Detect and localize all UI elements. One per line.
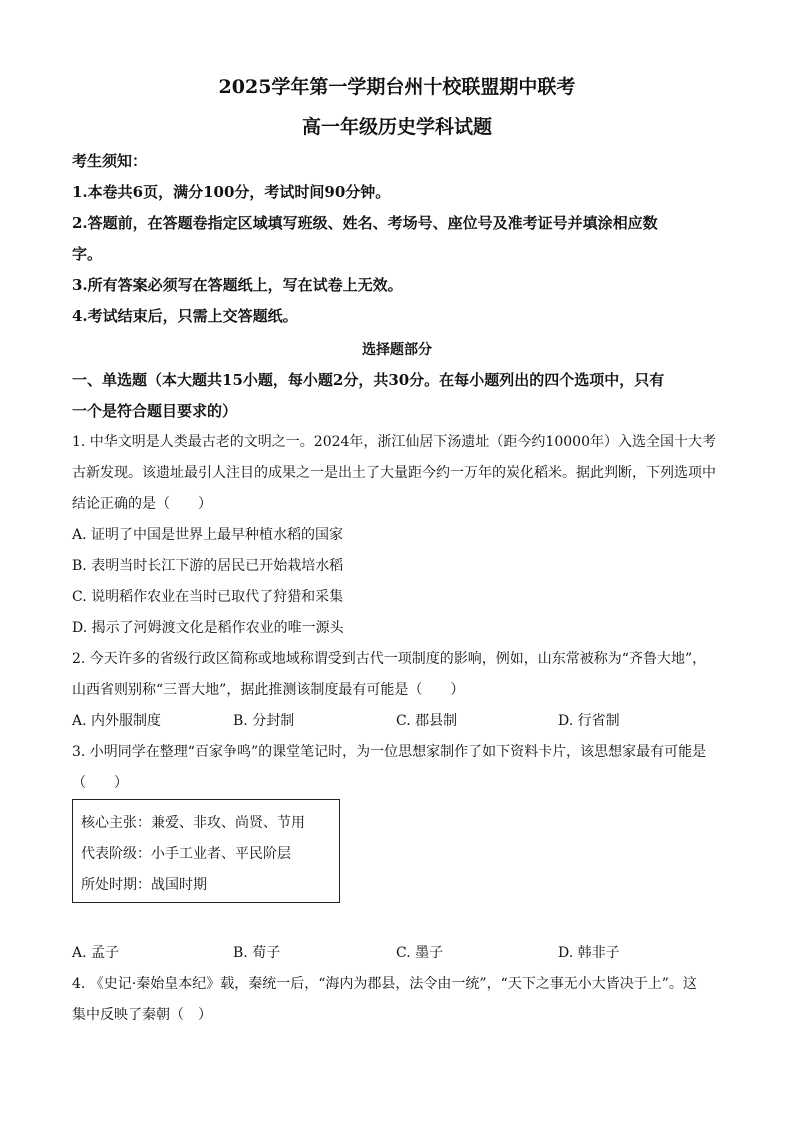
question-2-option-c: C. 郡县制 <box>396 713 458 729</box>
notice-item: 4.考试结束后，只需上交答题纸。 <box>72 307 298 325</box>
question-2-option-b: B. 分封制 <box>233 713 295 729</box>
info-card-line: 代表阶级：小手工业者、平民阶层 <box>81 846 291 862</box>
question-2-text: 2. 今天许多的省级行政区简称或地域称谓受到古代一项制度的影响，例如，山东常被称为“齐鲁大地”， <box>72 651 707 667</box>
question-1-text: 古新发现。该遗址最引人注目的成果之一是出土了大量距今约一万年的炭化稻米。据此判断，下列选项中 <box>72 465 716 481</box>
question-1-text: 1. 中华文明是人类最古老的文明之一。2024年，浙江仙居下汤遗址（距今约10000年）入选全国十大考 <box>72 434 716 450</box>
question-1-option-d: D. 揭示了河姆渡文化是稻作农业的唯一源头 <box>72 620 344 636</box>
question-3-text: （ ） <box>72 775 128 791</box>
question-4-text: 集中反映了秦朝（ ） <box>72 1007 212 1023</box>
notice-item: 字。 <box>72 245 103 263</box>
question-2-option-a: A. 内外服制度 <box>72 713 162 729</box>
notice-item: 3.所有答案必须写在答题纸上，写在试卷上无效。 <box>72 276 403 294</box>
question-2-option-d: D. 行省制 <box>558 713 620 729</box>
section-title: 选择题部分 <box>362 342 432 358</box>
question-3-option-a: A. 孟子 <box>72 945 120 961</box>
question-1-option-a: A. 证明了中国是世界上最早种植水稻的国家 <box>72 527 344 543</box>
info-card-line: 核心主张：兼爱、非攻、尚贤、节用 <box>81 815 305 831</box>
section-heading: 一个是符合题目要求的） <box>72 402 238 420</box>
notice-heading: 考生须知： <box>72 152 148 170</box>
exam-title: 2025学年第一学期台州十校联盟期中联考 <box>218 76 576 98</box>
section-heading: 一、单选题（本大题共15小题，每小题2分，共30分。在每小题列出的四个选项中，只有 <box>72 371 665 389</box>
question-1-option-b: B. 表明当时长江下游的居民已开始栽培水稻 <box>72 558 344 574</box>
info-card-line: 所处时期：战国时期 <box>81 877 207 893</box>
question-3-option-c: C. 墨子 <box>396 945 444 961</box>
question-1-text: 结论正确的是（ ） <box>72 496 212 512</box>
info-card <box>72 799 340 903</box>
notice-item: 1.本卷共6页，满分100分，考试时间90分钟。 <box>72 183 391 201</box>
notice-item: 2.答题前，在答题卷指定区域填写班级、姓名、考场号、座位号及准考证号并填涂相应数 <box>72 214 658 232</box>
question-3-option-b: B. 荀子 <box>233 945 281 961</box>
question-3-option-d: D. 韩非子 <box>558 945 620 961</box>
question-3-text: 3. 小明同学在整理“百家争鸣”的课堂笔记时，为一位思想家制作了如下资料卡片，该思想家最有可能是 <box>72 744 707 760</box>
question-4-text: 4. 《史记·秦始皇本纪》载，秦统一后，“海内为郡县，法令由一统”，“天下之事无小大皆决于上”。这 <box>72 976 697 992</box>
question-1-option-c: C. 说明稻作农业在当时已取代了狩猎和采集 <box>72 589 344 605</box>
question-2-text: 山西省则别称“三晋大地”，据此推测该制度最有可能是（ ） <box>72 682 465 698</box>
exam-subtitle: 高一年级历史学科试题 <box>301 116 492 138</box>
